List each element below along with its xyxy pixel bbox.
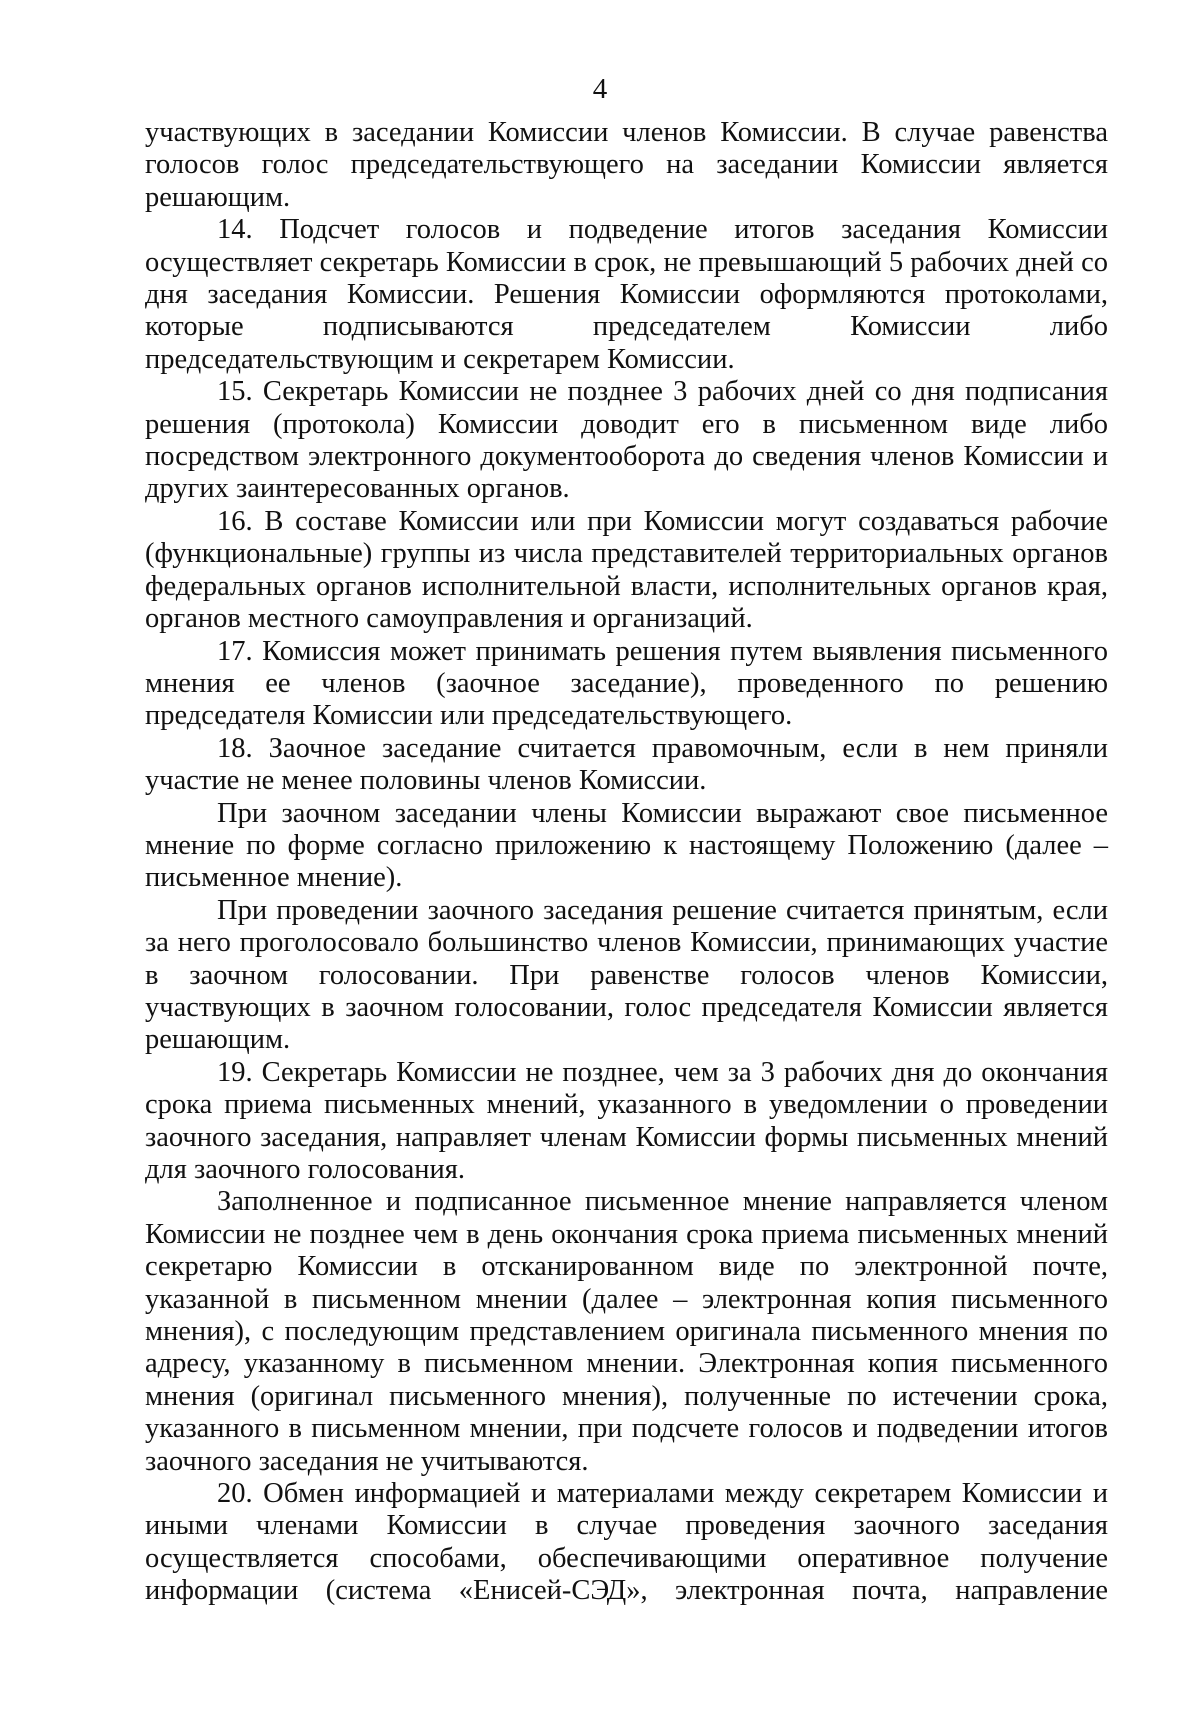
paragraph-15: 15. Секретарь Комиссии не позднее 3 рабочих дней со дня подписания решения (протокола) Комиссии доводит его в письменном виде либо посредством электронного документооборота до сведения членов Комиссии и других заинтересованных органов. (145, 376, 1108, 505)
paragraph-19-submission: Заполненное и подписанное письменное мнение направляется членом Комиссии не позднее чем в день окончания срока приема письменных мнений секретарю Комиссии в отсканированном виде по электронной почте, указанной в письменном мнении (далее – электронная копия письменного мнения), с последующим представлением оригинала письменного мнения по адресу, указанному в письменном мнении. Электронная копия письменного мнения (оригинал письменного мнения), полученные по истечении срока, указанного в письменном мнении, при подсчете голосов и подведении итогов заочного заседания не учитываются. (145, 1186, 1108, 1477)
paragraph-17: 17. Комиссия может принимать решения путем выявления письменного мнения ее членов (заочное заседание), проведенного по решению председателя Комиссии или председательствующего. (145, 635, 1108, 732)
paragraph-19: 19. Секретарь Комиссии не позднее, чем за 3 рабочих дня до окончания срока приема письменных мнений, указанного в уведомлении о проведении заочного заседания, направляет членам Комиссии формы письменных мнений для заочного голосования. (145, 1056, 1108, 1185)
paragraph-18: 18. Заочное заседание считается правомочным, если в нем приняли участие не менее половины членов Комиссии. (145, 732, 1108, 797)
document-body (145, 117, 1108, 1608)
paragraph-16: 16. В составе Комиссии или при Комиссии могут создаваться рабочие (функциональные) группы из числа представителей территориальных органов федеральных органов исполнительной власти, исполнительных органов края, органов местного самоуправления и организаций. (145, 505, 1108, 635)
page-number: 4 (592, 73, 608, 105)
paragraph-18-decision: При проведении заочного заседания решение считается принятым, если за него проголосовало большинство членов Комиссии, принимающих участие в заочном голосовании. При равенстве голосов членов Комиссии, участвующих в заочном голосовании, голос председателя Комиссии является решающим. (145, 894, 1108, 1056)
paragraph-14: 14. Подсчет голосов и подведение итогов заседания Комиссии осуществляет секретарь Комиссии в срок, не превышающий 5 рабочих дней со дня заседания Комиссии. Решения Комиссии оформляются протоколами, которые подписываются председателем Комиссии либо председательствующим и секретарем Комиссии. (145, 214, 1108, 375)
paragraph-20: 20. Обмен информацией и материалами между секретарем Комиссии и иными членами Комиссии в случае проведения заочного заседания осуществляется способами, обеспечивающими оперативное получение информации (система «Енисей-СЭД», электронная почта, направление (145, 1478, 1108, 1607)
paragraph-13-continuation: участвующих в заседании Комиссии членов Комиссии. В случае равенства голосов голос председательствующего на заседании Комиссии является решающим. (145, 117, 1108, 213)
paragraph-18-opinion: При заочном заседании члены Комиссии выражают свое письменное мнение по форме согласно приложению к настоящему Положению (далее – письменное мнение). (145, 797, 1108, 894)
